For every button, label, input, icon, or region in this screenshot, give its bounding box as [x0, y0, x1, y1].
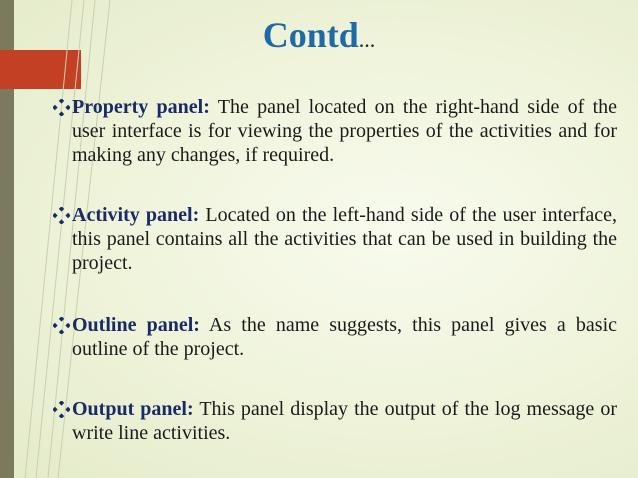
item-term: Output panel: — [72, 398, 194, 420]
item-text: As the name suggests, this panel gives a basic outline of the project. — [72, 314, 618, 360]
title-ellipsis: ... — [358, 27, 376, 52]
item-text: The panel located on the right-hand side of the user interface is for viewing the properties of the activities and for making any changes, if required. — [72, 96, 618, 166]
item-term: Property panel: — [72, 96, 210, 118]
diamond-bullet-icon — [53, 207, 70, 224]
bullet-item-output-panel — [72, 397, 617, 445]
item-text: Located on the left-hand side of the user interface, this panel contains all the activities that can be used in building the project. — [72, 204, 617, 274]
item-term: Activity panel: — [72, 204, 200, 226]
title-text: Contd — [262, 15, 359, 55]
bullet-item-outline-panel — [72, 313, 617, 361]
slide-title — [0, 14, 638, 61]
item-text: This panel display the output of the log message or write line activities. — [72, 398, 617, 444]
bullet-item-activity-panel — [72, 203, 617, 275]
diamond-bullet-icon — [53, 401, 70, 418]
item-term: Outline panel: — [72, 314, 200, 336]
diamond-bullet-icon — [53, 99, 70, 116]
diamond-bullet-icon — [53, 317, 70, 334]
bullet-item-property-panel — [72, 95, 617, 167]
